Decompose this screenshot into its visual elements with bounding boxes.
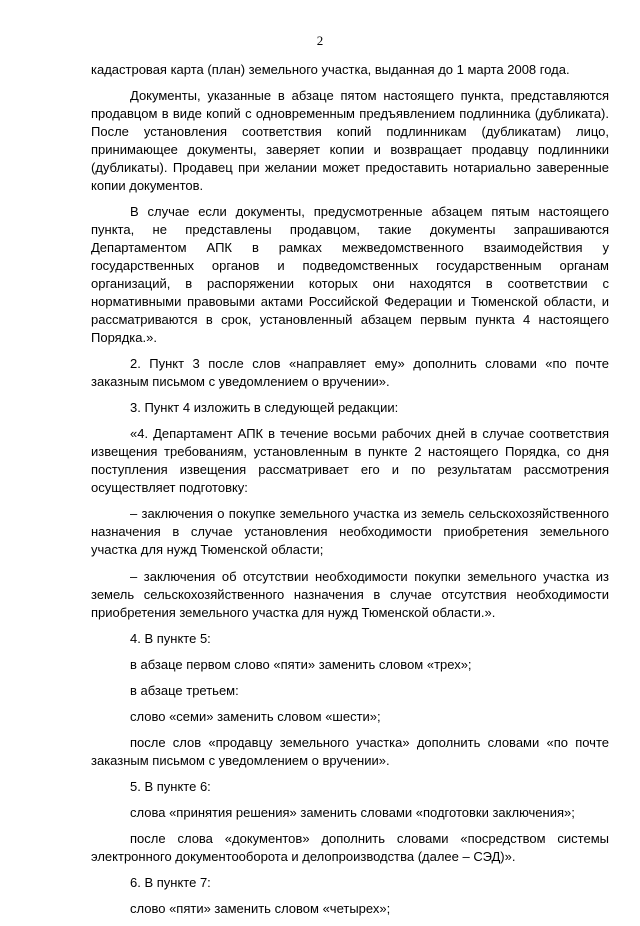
paragraph: 6. В пункте 7: [130, 875, 211, 890]
list-item: – заключения об отсутствии необходимости покупки земельного участка из земель сельскохозяйственного назначения в случае отсутствия необходимости приобретения земельного участка для нужд Тюменской области.». [91, 569, 609, 620]
paragraph: после слова «документов» дополнить словами «посредством системы электронного документооборота и делопроизводства (далее – СЭД)». [91, 831, 609, 864]
list-item: – заключения о покупке земельного участка из земель сельскохозяйственного назначения в случае установления необходимости приобретения земельного участка для нужд Тюменской области; [91, 506, 609, 557]
paragraph: 2. Пункт 3 после слов «направляет ему» дополнить словами «по почте заказным письмом с уведомлением о вручении». [91, 356, 609, 389]
paragraph: 3. Пункт 4 изложить в следующей редакции: [130, 400, 399, 415]
paragraph: слово «пяти» заменить словом «четырех»; [130, 901, 391, 916]
paragraph: слова «принятия решения» заменить словами «подготовки заключения»; [130, 805, 575, 820]
paragraph: 5. В пункте 6: [130, 779, 211, 794]
paragraph: кадастровая карта (план) земельного участка, выданная до 1 марта 2008 года. [91, 62, 570, 77]
paragraph: после слов «продавцу земельного участка» дополнить словами «по почте заказным письмом с уведомлением о вручении». [91, 735, 609, 768]
document-body [91, 61, 609, 926]
paragraph: 4. В пункте 5: [130, 631, 211, 646]
paragraph: «4. Департамент АПК в течение восьми рабочих дней в случае соответствия извещения требованиям, установленным в пункте 2 настоящего Порядка, со дня поступления извещения рассматривает его и по результатам рассмотрения осуществляет подготовку: [91, 426, 609, 495]
paragraph: в абзаце третьем: [130, 683, 239, 698]
page-number: 2 [316, 33, 324, 48]
paragraph: в абзаце первом слово «пяти» заменить словом «трех»; [130, 657, 472, 672]
paragraph: слово «семи» заменить словом «шести»; [130, 709, 381, 724]
paragraph: В случае если документы, предусмотренные абзацем пятым настоящего пункта, не представлены продавцом, такие документы запрашиваются Департаментом АПК в рамках межведомственного взаимодействия у государственных органов и подведомственных государственным органам организаций, в распоряжении которых они находятся в соответствии с нормативными правовыми актами Российской Федерации и Тюменской области, и рассматриваются в срок, установленный абзацем первым пункта 4 настоящего Порядка.». [91, 204, 609, 345]
paragraph: Документы, указанные в абзаце пятом настоящего пункта, представляются продавцом в виде копий с одновременным предъявлением подлинника (дубликата). После установления соответствия копий подлинникам (дубликатам) лицо, принимающее документы, заверяет копии и возвращает продавцу подлинники (дубликаты). Продавец при желании может предоставить нотариально заверенные копии документов. [91, 88, 609, 193]
